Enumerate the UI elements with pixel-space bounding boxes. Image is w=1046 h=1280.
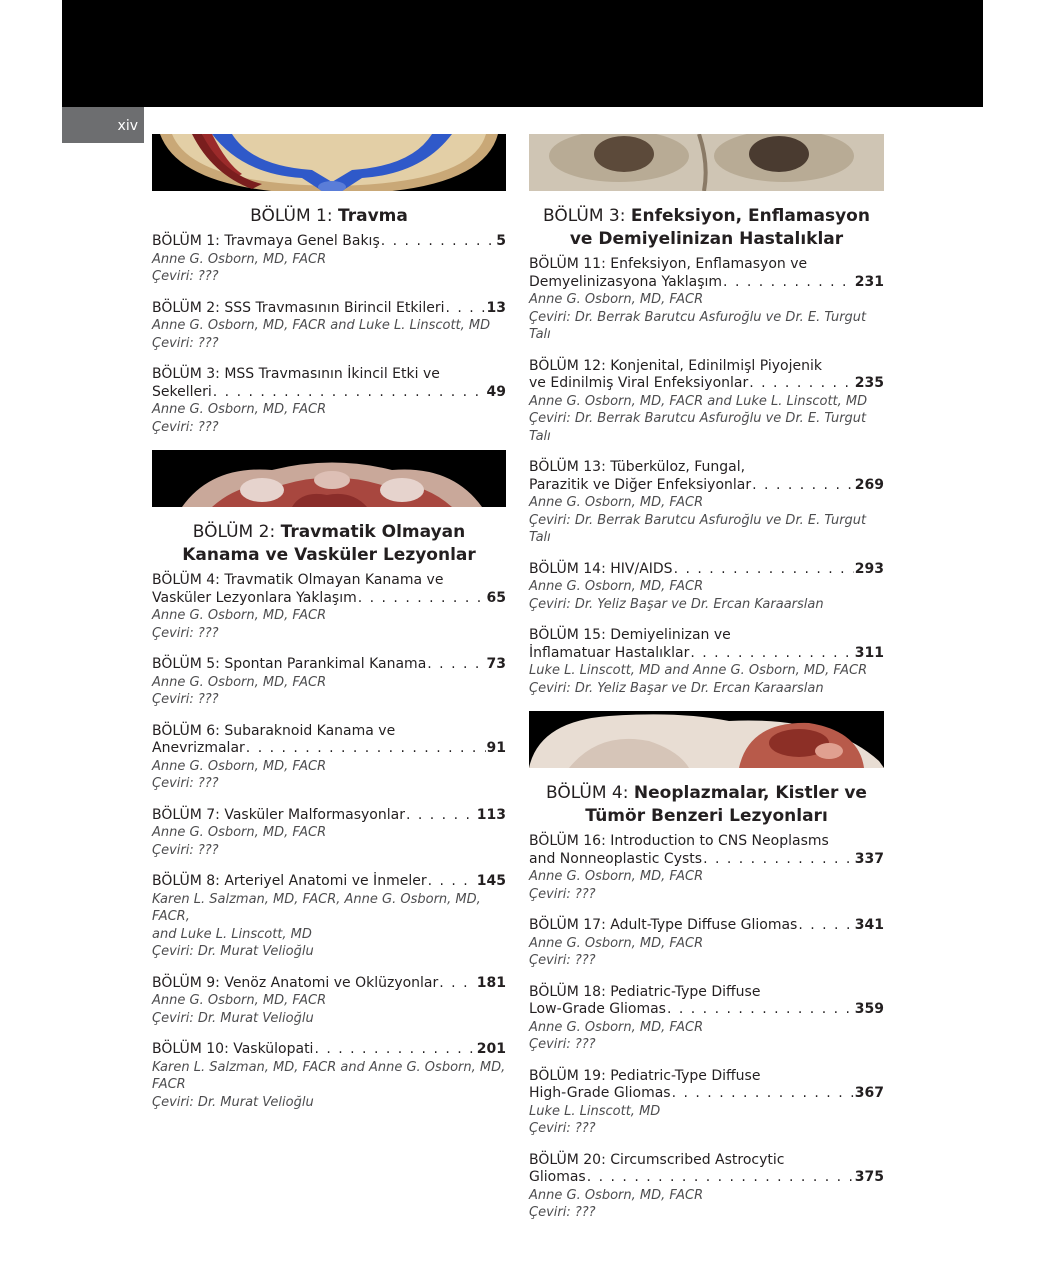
chapter-title [152,807,506,825]
chapter-authors: Anne G. Osborn, MD, FACR [152,674,327,690]
part-1-heading: BÖLÜM 1: Travma [250,206,408,226]
page-number-tab [62,107,144,143]
part-4-heading: BÖLÜM 4: Neoplazmalar, Kistler ve Tümör Benzeri Lezyonları [546,783,867,826]
chapter-page-number: 113 [476,806,506,823]
chapter-authors: Anne G. Osborn, MD, FACR [529,935,704,951]
chapter-authors: Luke L. Linscott, MD and Anne G. Osborn, MD, FACR [529,663,868,678]
chapter-title-last-line [152,873,506,891]
chapter-page-number: 5 [496,233,506,249]
chapter-authors: Anne G. Osborn, MD, FACR [152,608,327,623]
chapter-translator: Çeviri: Dr. Yeliz Başar ve Dr. Ercan Karaarslan [529,680,824,696]
chapter-page-number: 359 [854,1001,884,1017]
dot-leader [723,274,854,292]
chapter-authors: Karen L. Salzman, MD, FACR, Anne G. Osborn, MD, FACR, [152,891,481,924]
chapter-page-number: 49 [486,383,506,400]
chapter-authors: Anne G. Osborn, MD, FACR [529,1019,704,1035]
chapter-title-text: BÖLÜM 8: Arteriyel Anatomi ve İnmeler [152,873,427,889]
chapter-translator: Çeviri: Dr. Berrak Barutcu Asfuroğlu ve Dr. E. Turgut Talı [529,411,867,444]
chapter-authors: Anne G. Osborn, MD, FACR [152,825,327,840]
chapter-title [529,358,884,393]
chapter-page-number: 145 [476,873,506,889]
chapter-title-line: BÖLÜM 16: Introduction to CNS Neoplasms [529,833,829,849]
chapter-title-line: BÖLÜM 18: Pediatric-Type Diffuse [529,983,761,1000]
toc-entry [529,561,884,614]
chapter-title-text: BÖLÜM 2: SSS Travmasının Birincil Etkileri [152,299,445,316]
chapter-translator: Çeviri: Dr. Murat Velioğlu [152,1010,314,1026]
chapter-translator: Çeviri: Dr. Yeliz Başar ve Dr. Ercan Karaarslan [529,596,824,612]
toc-entry [529,1152,884,1222]
chapter-authors: Anne G. Osborn, MD, FACR [529,495,704,510]
chapter-title-last-line [152,300,506,318]
chapter-title-text: Gliomas [529,1169,586,1185]
chapter-title-text: BÖLÜM 1: Travmaya Genel Bakış [152,233,380,249]
toc-entry [152,723,506,793]
chapter-translator: Çeviri: ??? [152,776,219,791]
dot-leader [749,375,854,393]
chapter-title-last-line [529,645,884,663]
chapter-translator: Çeviri: ??? [152,269,219,284]
page-number: xiv [117,118,138,134]
part-4-image [529,711,884,768]
chapter-title-text: BÖLÜM 9: Venöz Anatomi ve Oklüzyonlar [152,974,439,991]
chapter-title [529,984,884,1019]
chapter-page-number: 311 [854,644,884,661]
chapter-title-last-line [529,274,884,292]
chapter-title-last-line [529,477,884,495]
chapter-title-last-line [529,1085,884,1103]
chapter-authors: Anne G. Osborn, MD, FACR and Luke L. Linscott, MD [152,318,491,333]
chapter-title-text: High-Grade Gliomas [529,1085,671,1101]
dot-leader [213,384,486,402]
chapter-title [529,833,884,868]
chapter-title-last-line [529,851,884,869]
chapter-title-line: BÖLÜM 12: Konjenital, Edinilmişl Piyojenik [529,357,822,374]
toc-entry [529,358,884,446]
chapter-authors: Anne G. Osborn, MD, FACR [152,402,327,417]
chapter-translator: Çeviri: ??? [529,1121,596,1136]
chapter-title-last-line [152,807,506,825]
right-column [529,134,884,1236]
chapter-page-number: 13 [486,299,506,316]
chapter-title-line: BÖLÜM 13: Tüberküloz, Fungal, [529,459,746,475]
part-2-image [152,450,506,507]
toc-entry [529,917,884,970]
chapter-title [529,627,884,662]
toc-entry [529,984,884,1054]
chapter-translator: Çeviri: Dr. Berrak Barutcu Asfuroğlu ve Dr. E. Turgut Talı [529,512,867,545]
chapter-title-last-line [529,917,884,935]
chapter-title-text: BÖLÜM 17: Adult-Type Diffuse Gliomas [529,917,798,933]
chapter-page-number: 73 [486,656,506,672]
chapter-title-last-line [152,656,506,674]
chapter-translator: Çeviri: ??? [529,886,596,902]
dot-leader [428,873,476,891]
toc-entry [152,656,506,709]
chapter-title [152,300,506,318]
toc-entry [529,627,884,697]
chapter-title-text: Vasküler Lezyonlara Yaklaşım [152,589,357,606]
chapter-title-last-line [152,590,506,608]
chapter-title-line: BÖLÜM 6: Subaraknoid Kanama ve [152,722,396,739]
chapter-authors: and Luke L. Linscott, MD [152,926,312,942]
part-3-image [529,134,884,191]
chapter-translator: Çeviri: ??? [152,692,219,707]
toc-entry [152,1041,506,1111]
part-3-heading: BÖLÜM 3: Enfeksiyon, Enflamasyon ve Demiyelinizan Hastalıklar [543,206,870,249]
chapter-authors: Karen L. Salzman, MD, FACR and Anne G. Osborn, MD, FACR [152,1059,506,1092]
brain-infection-photo [529,134,884,191]
toc-entry [152,366,506,436]
dot-leader [703,851,854,869]
dot-leader [672,1085,854,1103]
dot-leader [314,1041,475,1059]
chapter-translator: Çeviri: ??? [152,335,219,351]
chapter-translator: Çeviri: Dr. Murat Velioğlu [152,1094,314,1110]
dot-leader [358,590,486,608]
toc-entry [152,873,506,961]
brain-base-photo [152,450,506,507]
dot-leader [246,740,486,758]
chapter-authors: Anne G. Osborn, MD, FACR [152,758,327,774]
chapter-title-text: Low-Grade Gliomas [529,1001,666,1017]
chapter-title-text: İnflamatuar Hastalıklar [529,644,690,661]
dot-leader [439,975,475,993]
chapter-title [529,459,884,494]
chapter-translator: Çeviri: Dr. Berrak Barutcu Asfuroğlu ve Dr. E. Turgut Talı [529,309,867,342]
chapter-title-line: BÖLÜM 11: Enfeksiyon, Enflamasyon ve [529,256,808,272]
toc-entry [529,833,884,903]
chapter-translator: Çeviri: ??? [152,419,219,435]
chapter-title-text: BÖLÜM 7: Vasküler Malformasyonlar [152,806,405,823]
chapter-page-number: 65 [486,589,506,606]
chapter-title-text: BÖLÜM 10: Vaskülopati [152,1041,314,1057]
chapter-translator: Çeviri: ??? [529,953,596,968]
toc-entry [152,233,506,286]
chapter-title-last-line [152,740,506,758]
chapter-title-line: BÖLÜM 19: Pediatric-Type Diffuse [529,1067,761,1084]
chapter-title [529,561,884,579]
chapter-authors: Anne G. Osborn, MD, FACR [152,251,327,267]
chapter-title-last-line [529,1001,884,1019]
chapter-title [152,572,506,607]
chapter-page-number: 293 [854,560,884,577]
chapter-title [152,873,506,891]
chapter-title [529,256,884,291]
chapter-title-last-line [152,233,506,251]
chapter-title [152,233,506,251]
chapter-translator: Çeviri: ??? [152,842,219,858]
chapter-title-line: BÖLÜM 20: Circumscribed Astrocytic [529,1151,785,1168]
dot-leader [427,656,485,674]
chapter-authors: Luke L. Linscott, MD [529,1103,661,1119]
skull-trauma-illustration [152,134,506,191]
chapter-page-number: 341 [854,917,884,933]
chapter-authors: Anne G. Osborn, MD, FACR [152,993,327,1008]
chapter-page-number: 367 [854,1085,884,1101]
chapter-page-number: 337 [854,850,884,867]
chapter-title-text: Parazitik ve Diğer Enfeksiyonlar [529,476,752,493]
chapter-page-number: 269 [854,476,884,493]
left-column [152,134,506,1125]
chapter-title-line: BÖLÜM 4: Travmatik Olmayan Kanama ve [152,572,444,588]
toc-entry [152,300,506,353]
dot-leader [674,561,854,579]
part-1-image [152,134,506,191]
dot-leader [406,807,476,825]
chapter-title [529,1068,884,1103]
chapter-title-last-line [529,561,884,579]
chapter-translator: Çeviri: ??? [529,1205,596,1220]
dot-leader [798,917,853,935]
chapter-title-last-line [529,375,884,393]
chapter-title-last-line [152,1041,506,1059]
chapter-title-text: and Nonneoplastic Cysts [529,850,703,867]
dot-leader [587,1169,854,1187]
chapter-authors: Anne G. Osborn, MD, FACR and Luke L. Linscott, MD [529,393,868,409]
part-2-heading: BÖLÜM 2: Travmatik Olmayan Kanama ve Vasküler Lezyonlar [182,522,476,565]
chapter-translator: Çeviri: ??? [152,625,219,641]
chapter-authors: Anne G. Osborn, MD, FACR [529,1187,704,1203]
chapter-title-last-line [152,384,506,402]
chapter-authors: Anne G. Osborn, MD, FACR [529,869,704,884]
chapter-title-last-line [529,1169,884,1187]
chapter-title [152,366,506,401]
toc-entry [152,807,506,860]
chapter-title [152,723,506,758]
toc-entry [529,1068,884,1138]
chapter-title [152,975,506,993]
chapter-title-text: BÖLÜM 14: HIV/AIDS [529,560,673,577]
header-black-band [62,0,983,107]
chapter-title [529,1152,884,1187]
chapter-page-number: 91 [486,740,506,756]
toc-entry [152,975,506,1028]
chapter-title-text: Sekelleri [152,383,212,400]
toc-entry [529,256,884,344]
chapter-title-text: Demyelinizasyona Yaklaşım [529,273,723,290]
toc-entry [152,572,506,642]
chapter-page-number: 201 [476,1041,506,1057]
chapter-page-number: 231 [854,273,884,290]
dot-leader [445,300,485,318]
chapter-page-number: 181 [476,974,506,991]
chapter-authors: Anne G. Osborn, MD, FACR [529,292,704,307]
dot-leader [690,645,853,663]
chapter-page-number: 375 [854,1169,884,1185]
chapter-title [152,1041,506,1059]
toc-entry [529,459,884,547]
chapter-title-last-line [152,975,506,993]
dot-leader [752,477,854,495]
chapter-translator: Çeviri: ??? [529,1037,596,1052]
chapter-title-text: BÖLÜM 5: Spontan Parankimal Kanama [152,656,427,672]
brain-tumor-photo [529,711,884,768]
chapter-title-text: ve Edinilmiş Viral Enfeksiyonlar [529,375,749,391]
dot-leader [667,1001,854,1019]
chapter-title [152,656,506,674]
chapter-page-number: 235 [854,375,884,391]
chapter-title-text: Anevrizmalar [152,740,245,756]
chapter-title-line: BÖLÜM 15: Demiyelinizan ve [529,627,731,643]
chapter-title-line: BÖLÜM 3: MSS Travmasının İkincil Etki ve [152,366,440,382]
chapter-authors: Anne G. Osborn, MD, FACR [529,579,704,594]
dot-leader [381,233,496,251]
chapter-title [529,917,884,935]
chapter-translator: Çeviri: Dr. Murat Velioğlu [152,944,314,959]
